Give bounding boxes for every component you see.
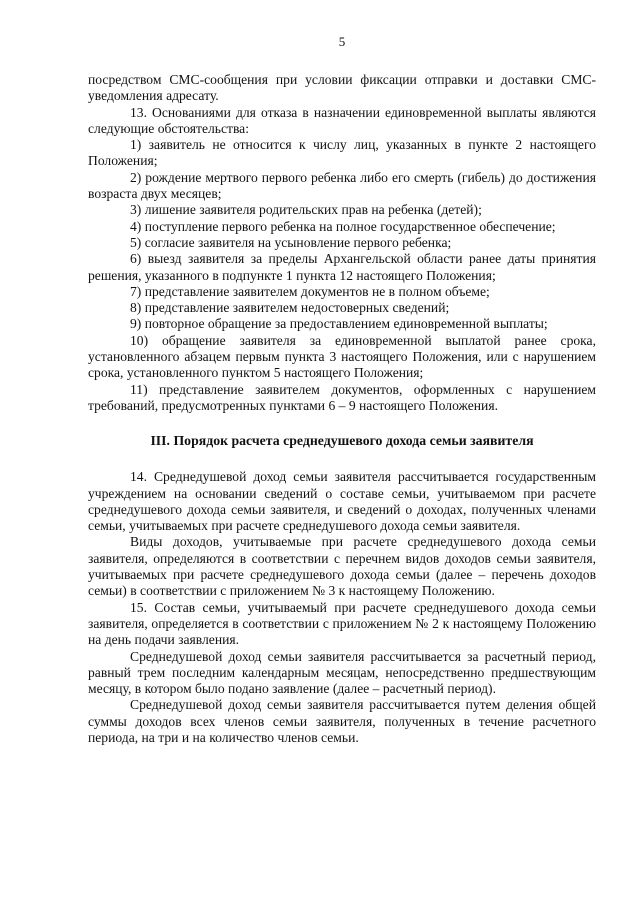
list-item-2: 2) рождение мертвого первого ребенка либо его смерть (гибель) до достижения возраста двух месяцев;	[88, 169, 596, 202]
section-heading: III. Порядок расчета среднедушевого дохода семьи заявителя	[150, 433, 534, 449]
paragraph-continuation: посредством СМС-сообщения при условии фиксации отправки и доставки СМС-уведомления адресату.	[88, 72, 596, 104]
list-item-9: 9) повторное обращение за предоставлением единовременной выплаты;	[130, 316, 548, 332]
list-item-4: 4) поступление первого ребенка на полное государственное обеспечение;	[130, 218, 556, 234]
paragraph-income-types: Виды доходов, учитываемые при расчете среднедушевого дохода семьи заявителя, определяются в соответствии с перечнем видов доходов семьи заявителя, учитываемых при расчете среднедушевого дохода семьи (далее – перечень доходов семьи) в соответствии с приложением № 3 к настоящему Положению.	[88, 534, 596, 599]
list-item-7: 7) представление заявителем документов не в полном объеме;	[130, 283, 490, 299]
list-item-6: 6) выезд заявителя за пределы Архангельской области ранее даты принятия решения, указанного в подпункте 1 пункта 12 настоящего Положения;	[88, 251, 596, 283]
paragraph-calculation-method: Среднедушевой доход семьи заявителя рассчитывается путем деления общей суммы доходов всех членов семьи заявителя, полученных в течение расчетного периода, на три и на количество членов семьи.	[88, 697, 596, 745]
list-item-5: 5) согласие заявителя на усыновление первого ребенка;	[130, 234, 452, 250]
document-page	[88, 34, 596, 746]
list-item-8: 8) представление заявителем недостоверных сведений;	[130, 300, 450, 316]
list-item-1: 1) заявитель не относится к числу лиц, указанных в пункте 2 настоящего Положения;	[88, 137, 596, 169]
paragraph-item-14: 14. Среднедушевой доход семьи заявителя рассчитывается государственным учреждением на основании сведений о составе семьи, учитываемом при расчете среднедушевого дохода семьи заявителя, и сведений о доходах, полученных членами семьи, учитываемых при расчете среднедушевого дохода семьи заявителя.	[88, 469, 596, 534]
paragraph-calculation-period: Среднедушевой доход семьи заявителя рассчитывается за расчетный период, равный трем последним календарным месяцам, непосредственно предшествующим месяцу, в котором было подано заявление (далее – расчетный период).	[88, 648, 596, 697]
list-item-11: 11) представление заявителем документов, оформленных с нарушением требований, предусмотренных пунктами 6 – 9 настоящего Положения.	[88, 381, 596, 413]
list-item-10: 10) обращение заявителя за единовременной выплатой ранее срока, установленного абзацем первым пункта 3 настоящего Положения, или с нарушением срока, установленного пунктом 5 настоящего Положения;	[88, 332, 596, 381]
paragraph-item-15: 15. Состав семьи, учитываемый при расчете среднедушевого дохода семьи заявителя, определяется в соответствии с приложением № 2 к настоящему Положению на день подачи заявления.	[88, 599, 596, 648]
paragraph-item-13: 13. Основаниями для отказа в назначении единовременной выплаты являются следующие обстоятельства:	[88, 104, 596, 136]
list-item-3: 3) лишение заявителя родительских прав на ребенка (детей);	[130, 202, 482, 218]
page-number: 5	[338, 34, 346, 49]
